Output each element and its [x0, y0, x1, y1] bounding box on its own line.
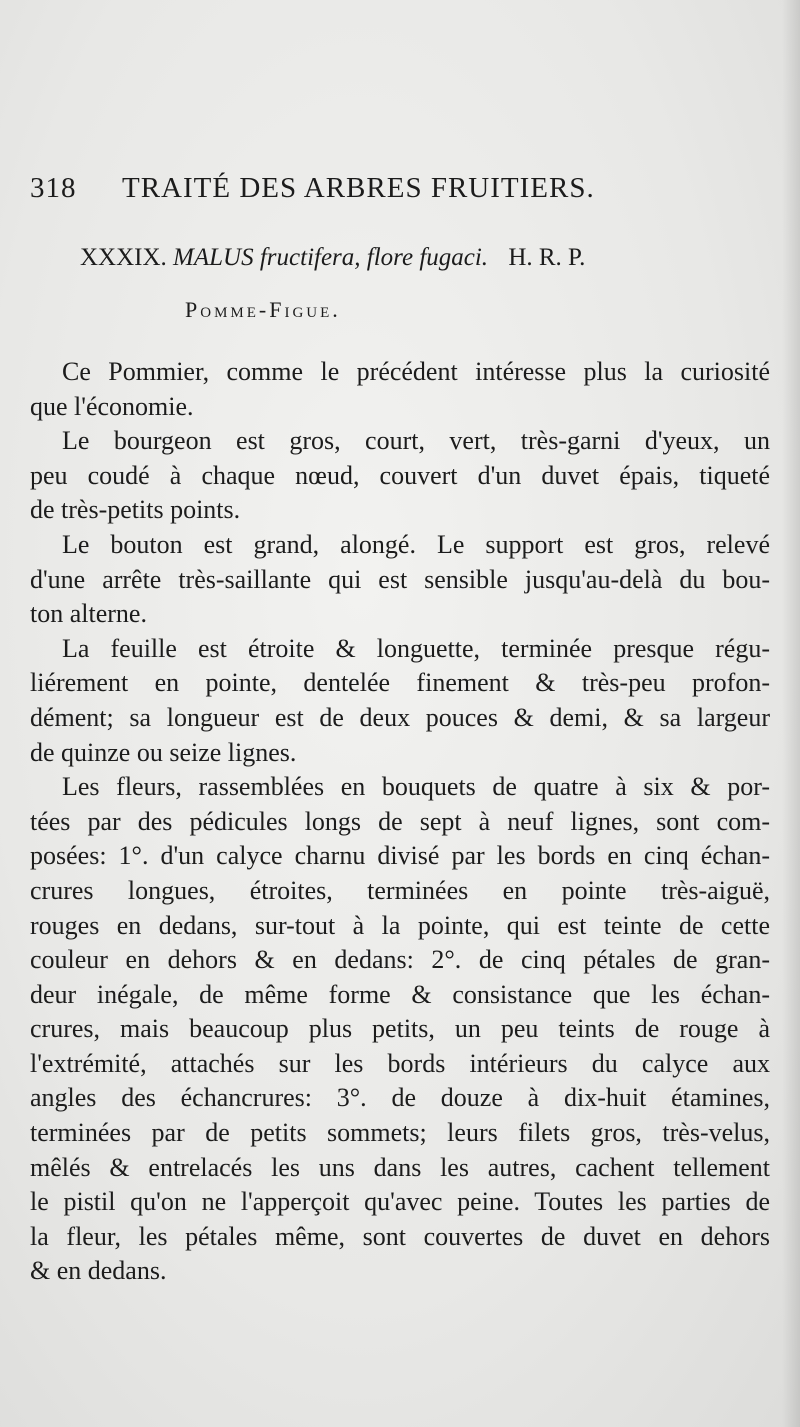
running-title: TRAITÉ DES ARBRES FRUITIERS.: [122, 172, 595, 204]
text-line: Ce Pommier, comme le précédent intéresse plus la curiosité: [62, 357, 770, 386]
text-line: que l'économie.: [30, 391, 194, 421]
text-line: Le bourgeon est gros, court, vert, très-garni d'yeux, un: [62, 426, 770, 456]
text-line: peu coudé à chaque nœud, couvert d'un duvet épais, tiqueté: [30, 460, 770, 490]
text-line: de quinze ou seize lignes.: [30, 737, 297, 767]
text-line: La feuille est étroite & longuette, terminée presque régu-: [62, 633, 770, 663]
text-line: & en dedans.: [30, 1256, 167, 1286]
text-line: crures, mais beaucoup plus petits, un peu teints de rouge à: [30, 1014, 770, 1044]
text-line: Le bouton est grand, alongé. Le support est gros, relevé: [62, 529, 770, 559]
text-line: rouges en dedans, sur-tout à la pointe, qui est teinte de cette: [30, 910, 770, 940]
text-line: posées: 1°. d'un calyce charnu divisé par les bords en cinq échan-: [30, 841, 770, 871]
text-line: mêlés & entrelacés les uns dans les autres, cachent tellement: [30, 1152, 770, 1182]
text-line: la fleur, les pétales même, sont couvertes de duvet en dehors: [30, 1221, 770, 1251]
text-line: liérement en pointe, dentelée finement & très-peu profon-: [30, 668, 770, 698]
text-line: ton alterne.: [30, 599, 147, 629]
text-line: terminées par de petits sommets; leurs filets gros, très-velus,: [30, 1118, 770, 1148]
page-number: 318: [30, 172, 77, 204]
text-line: crures longues, étroites, terminées en pointe très-aiguë,: [30, 875, 770, 905]
text-line: Les fleurs, rassemblées en bouquets de quatre à six & por-: [62, 772, 770, 802]
text-line: de très-petits points.: [30, 495, 241, 525]
text-line: angles des échancrures: 3°. de douze à dix-huit étamines,: [30, 1083, 770, 1113]
text-line: deur inégale, de même forme & consistance que les échan-: [30, 979, 770, 1009]
entry-number: XXXIX.: [80, 244, 167, 271]
variety-name: Pomme-Figue.: [185, 297, 341, 322]
reference-abbrev: H. R. P.: [508, 244, 586, 271]
running-header: [30, 172, 670, 205]
text-line: dément; sa longueur est de deux pouces & demi, & sa largeur: [30, 702, 770, 732]
latin-name: MALUS fructifera, flore fugaci.: [173, 244, 489, 271]
page-gutter-shadow: [782, 0, 800, 1427]
entry-heading: [80, 244, 585, 272]
text-line: l'extrémité, attachés sur les bords intérieurs du calyce aux: [30, 1048, 770, 1078]
text-line: le pistil qu'on ne l'apperçoit qu'avec peine. Toutes les parties de: [30, 1187, 770, 1217]
body-text: [30, 355, 770, 1289]
text-line: couleur en dehors & en dedans: 2°. de cinq pétales de gran-: [30, 945, 770, 975]
text-line: tées par des pédicules longs de sept à neuf lignes, sont com-: [30, 806, 770, 836]
text-line: d'une arrête très-saillante qui est sensible jusqu'au-delà du bou-: [30, 564, 770, 594]
